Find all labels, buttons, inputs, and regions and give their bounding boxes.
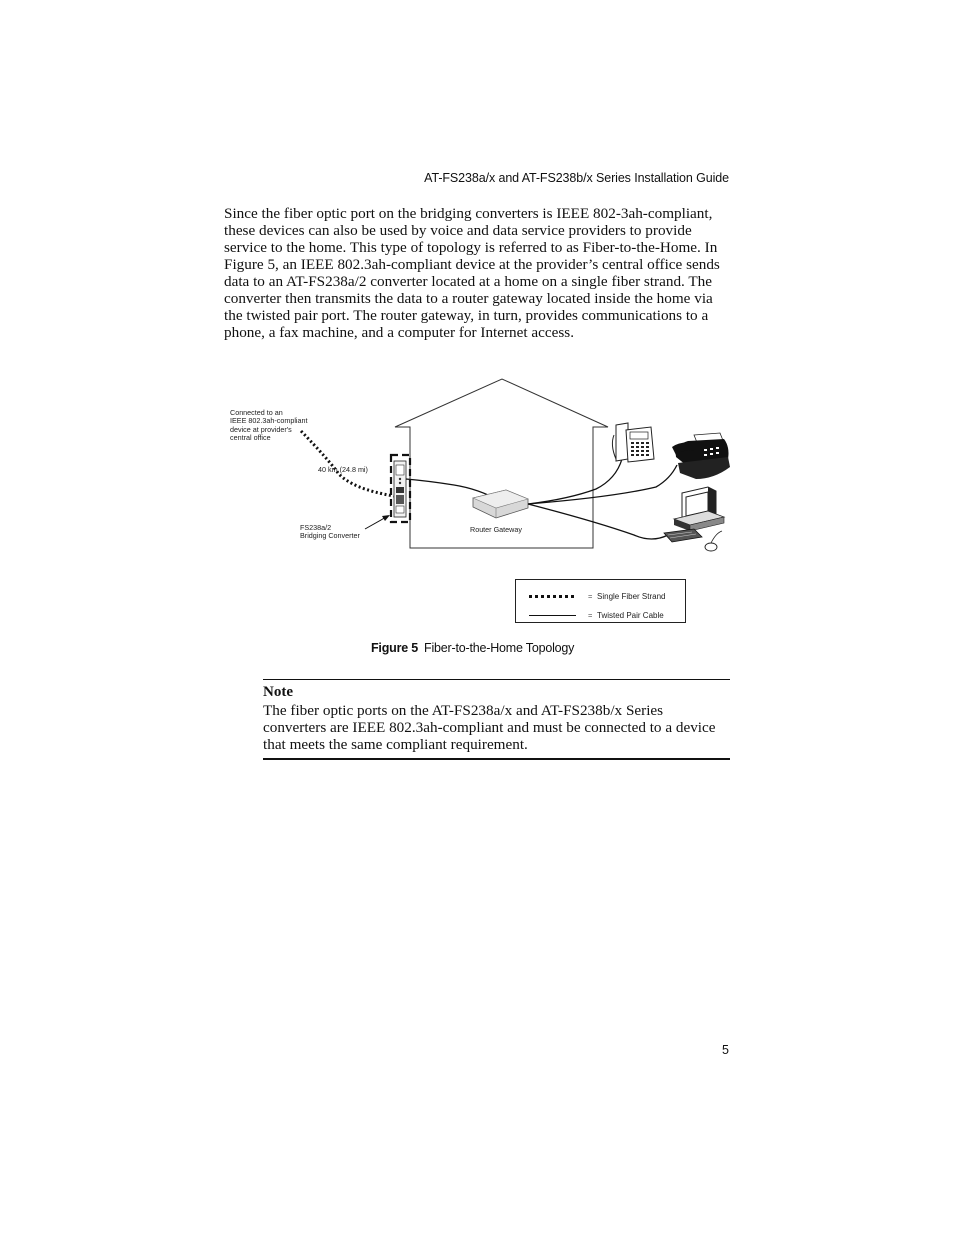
legend-equals: = (588, 592, 593, 601)
figure-caption (371, 641, 574, 655)
legend-equals: = (588, 611, 593, 620)
router-gateway-icon (473, 490, 528, 518)
page-number: 5 (722, 1043, 729, 1057)
figure-title: Fiber-to-the-Home Topology (424, 641, 575, 655)
legend-row-fiber (516, 590, 685, 604)
desktop-computer-icon (664, 487, 724, 551)
fax-machine-icon (672, 433, 730, 479)
figure-number: Figure 5 (371, 641, 419, 655)
twisted-pair-router-computer (528, 504, 668, 539)
legend-dotted-line-icon (529, 595, 574, 598)
fiber-strand-line (301, 431, 394, 496)
legend-solid-line-icon (529, 615, 576, 616)
media-converter-icon (391, 455, 410, 522)
provider-label: Connected to an IEEE 802.3ah-compliant device at provider's central office (230, 408, 308, 442)
running-header: AT-FS238a/x and AT-FS238b/x Series Installation Guide (424, 171, 729, 185)
body-paragraph: Since the fiber optic port on the bridging converters is IEEE 802-3ah-compliant, these devices can also be used by voice and data service providers to provide service to the home. This type of topology is referred to as Fiber-to-the-Home. In Figure 5, an IEEE 802.3ah-compliant device at the provider’s central office sends data to an AT-FS238a/2 converter located at a home on a single fiber strand. The converter then transmits the data to a router gateway located inside the home via the twisted pair port. The router gateway, in turn, provides communications to a phone, a fax machine, and a computer for Internet access. (224, 205, 720, 341)
legend-label-twisted-pair: Twisted Pair Cable (597, 611, 664, 620)
router-label: Router Gateway (470, 525, 522, 534)
note-title: Note (263, 684, 293, 700)
figure-legend (515, 579, 686, 623)
distance-label: 40 km (24.8 mi) (318, 465, 368, 474)
twisted-pair-router-phone (528, 459, 622, 504)
converter-label: FS238a/2 Bridging Converter (300, 523, 360, 541)
legend-row-twisted-pair (516, 609, 685, 623)
converter-pointer (365, 515, 390, 529)
figure-fiber-to-the-home (224, 375, 734, 635)
telephone-icon (612, 423, 654, 462)
house-outline-icon (395, 379, 608, 548)
note-box (263, 679, 730, 760)
note-text: The fiber optic ports on the AT-FS238a/x and AT-FS238b/x Series converters are IEEE 802.3ah-compliant and must be connected to a device that meets the same compliant requirement. (263, 702, 716, 753)
legend-label-fiber: Single Fiber Strand (597, 592, 666, 601)
